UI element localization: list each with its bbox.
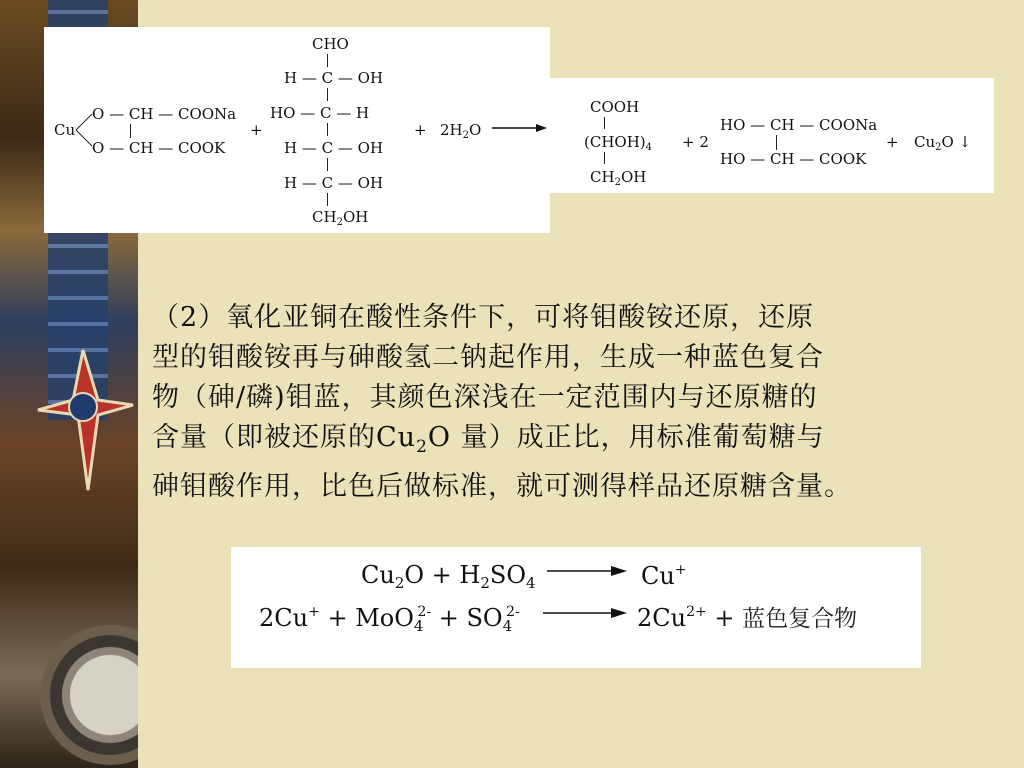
product-cooh: COOH — [590, 98, 640, 116]
copper-bond-lines — [74, 110, 94, 150]
equations-panel — [231, 547, 921, 668]
glucose-row4: H — C — OH — [284, 174, 384, 192]
product-cu2o: $Cu_2O$ ↓ — [914, 133, 972, 153]
copper-symbol: Cu — [54, 121, 76, 139]
equation2-arrow-icon — [543, 605, 629, 621]
salt-o1: O — CH — COONa — [92, 105, 237, 123]
plus-sign-1: + — [250, 121, 263, 139]
compass-decoration — [40, 625, 138, 765]
equation1-product: Cu+ — [641, 562, 687, 590]
glucose-bond — [327, 158, 328, 171]
product-plus-3: + — [886, 133, 899, 151]
paragraph-line: 砷钼酸作用，比色后做标准，就可测得样品还原糖含量。 — [152, 471, 852, 502]
salt-o2: O — CH — COOK — [92, 139, 226, 157]
salt-bond-vertical — [130, 124, 131, 138]
glucose-bond — [327, 123, 328, 136]
explanation-paragraph — [152, 298, 992, 507]
equation1-arrow-icon — [547, 563, 629, 579]
paragraph-line: 型的钼酸铵再与砷酸氢二钠起作用，生成一种蓝色复合 — [152, 342, 824, 373]
reaction-products-panel — [550, 78, 994, 193]
glucose-bond — [327, 88, 328, 101]
tartrate-bond — [776, 135, 777, 150]
paragraph-line: 含量（即被还原的$Cu_2O$ 量）成正比，用标准葡萄糖与 — [152, 422, 825, 457]
tartrate-row2: HO — CH — COOK — [720, 150, 867, 168]
glucose-cho: CHO — [312, 35, 349, 53]
equation2-product: $2Cu^{2+}$ + 蓝色复合物 — [637, 604, 858, 632]
paragraph-line: 物（砷/磷)钼蓝，其颜色深浅在一定范围内与还原糖的 — [152, 382, 818, 413]
glucose-row2: HO — C — H — [270, 104, 370, 122]
equation1-reactants: $Cu_2O + H_2SO_4$ — [361, 561, 536, 592]
water-formula: $2H_2O$ — [440, 121, 482, 141]
paragraph-line: （2）氧化亚铜在酸性条件下，可将钼酸铵还原，还原 — [152, 302, 815, 333]
glucose-ch2oh: $CH_2OH$ — [312, 208, 369, 228]
product-ch2oh: $CH_2OH$ — [590, 168, 647, 188]
equation2-reactants: $2Cu^+ + MoO_4^{2-} + SO_4^{2-}$ — [259, 604, 520, 635]
product-bond — [604, 117, 605, 129]
tartrate-row1: HO — CH — COONa — [720, 116, 878, 134]
glucose-row3: H — C — OH — [284, 139, 384, 157]
plus-sign-2: + — [414, 121, 427, 139]
reaction-arrow-icon — [492, 121, 548, 135]
medal-cross-icon — [28, 345, 138, 495]
glucose-bond — [327, 193, 328, 206]
product-plus-two: + 2 — [682, 133, 709, 151]
glucose-bond — [327, 54, 328, 67]
glucose-row1: H — C — OH — [284, 69, 384, 87]
reaction-reactants-panel — [44, 27, 550, 233]
product-bond — [604, 152, 605, 164]
product-chohn: $(CHOH)_4$ — [584, 133, 653, 153]
